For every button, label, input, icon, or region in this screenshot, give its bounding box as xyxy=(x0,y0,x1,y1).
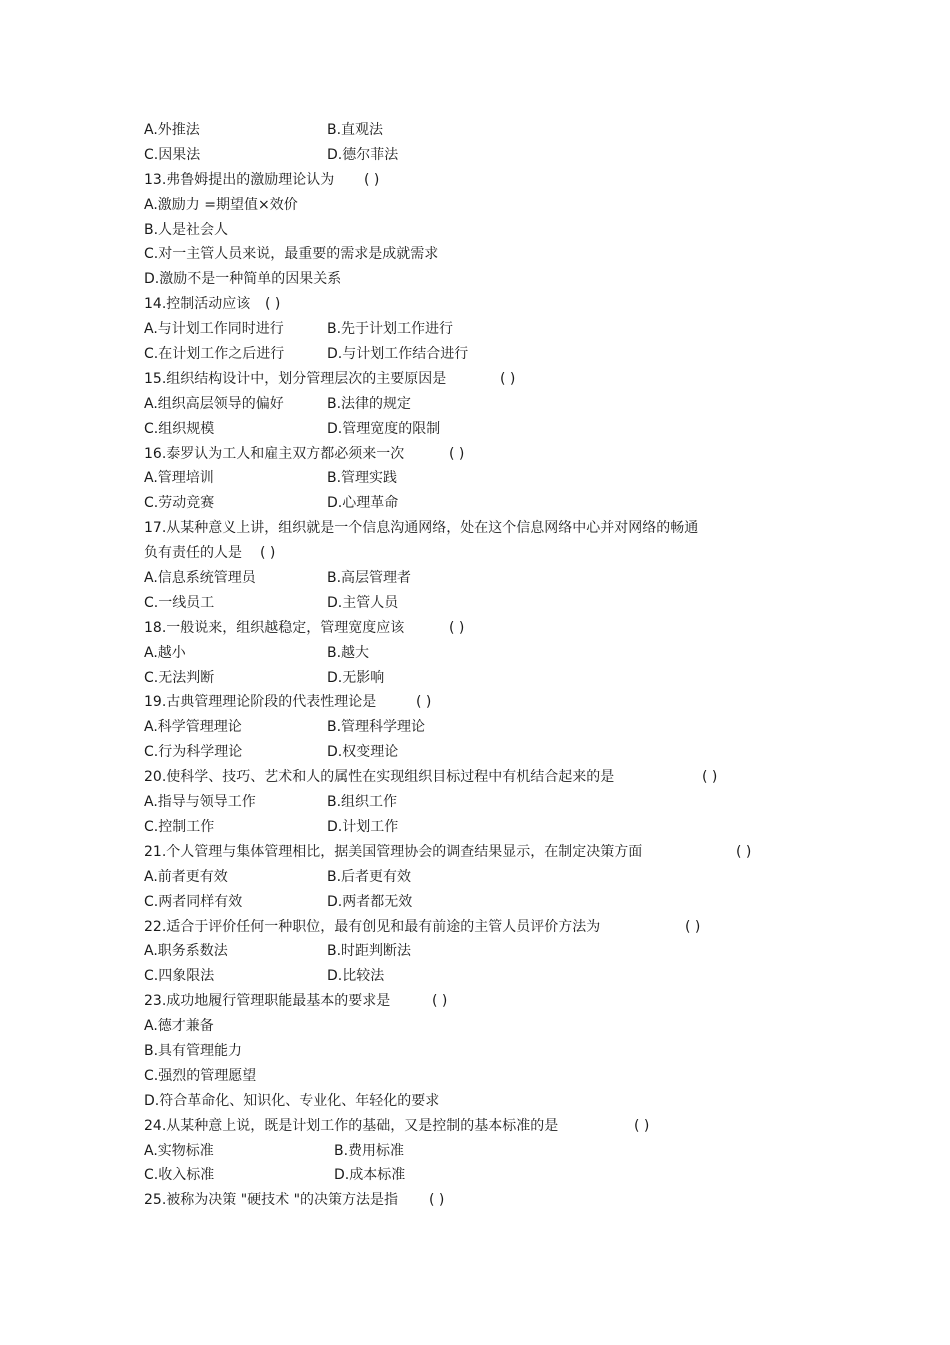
option-text: B.高层管理者 xyxy=(327,570,412,587)
question-line xyxy=(144,367,844,392)
option-row xyxy=(144,815,844,840)
option-text: D.两者都无效 xyxy=(327,893,413,910)
option-text: D.无影响 xyxy=(327,669,385,686)
question-line xyxy=(144,915,844,940)
option-text: C.一线员工 xyxy=(144,594,215,611)
text-line: B.人是社会人 xyxy=(144,221,229,238)
question-line xyxy=(144,616,844,641)
option-row xyxy=(144,1163,844,1188)
option-text: C.控制工作 xyxy=(144,818,215,835)
option-text: A.科学管理理论 xyxy=(144,719,242,736)
text-line: D.激励不是一种简单的因果关系 xyxy=(144,271,342,288)
option-text: B.费用标准 xyxy=(334,1142,405,1159)
answer-blank: ( ) xyxy=(449,445,465,462)
option-text: C.行为科学理论 xyxy=(144,744,243,761)
question-text: 21.个人管理与集体管理相比，据美国管理协会的调查结果显示，在制定决策方面 xyxy=(144,843,643,860)
answer-blank: ( ) xyxy=(416,694,432,711)
option-text: C.因果法 xyxy=(144,146,201,163)
option-text: D.计划工作 xyxy=(327,818,399,835)
option-text: A.前者更有效 xyxy=(144,868,228,885)
option-text: A.越小 xyxy=(144,644,186,661)
option-row xyxy=(144,491,844,516)
question-text: 14.控制活动应该 xyxy=(144,296,251,313)
option-text: D.德尔菲法 xyxy=(327,146,399,163)
text-line: A.德才兼备 xyxy=(144,1018,214,1035)
text-line: C.对一主管人员来说，最重要的需求是成就需求 xyxy=(144,246,439,263)
option-row xyxy=(144,566,844,591)
option-text: B.管理科学理论 xyxy=(327,719,426,736)
option-text: B.后者更有效 xyxy=(327,868,412,885)
question-text: 19.古典管理理论阶段的代表性理论是 xyxy=(144,694,377,711)
option-row xyxy=(144,417,844,442)
option-text: A.与计划工作同时进行 xyxy=(144,321,284,338)
option-text: A.信息系统管理员 xyxy=(144,570,256,587)
option-row xyxy=(144,591,844,616)
option-row xyxy=(144,790,844,815)
option-row xyxy=(144,143,844,168)
text-line: A.激励力 =期望值×效价 xyxy=(144,196,298,213)
question-line xyxy=(144,442,844,467)
question-line xyxy=(144,292,844,317)
option-text: A.职务系数法 xyxy=(144,943,228,960)
answer-blank: ( ) xyxy=(685,918,701,935)
option-text: C.劳动竞赛 xyxy=(144,495,215,512)
question-line xyxy=(144,989,844,1014)
option-text: B.时距判断法 xyxy=(327,943,412,960)
option-text: D.权变理论 xyxy=(327,744,399,761)
option-text: A.实物标准 xyxy=(144,1142,214,1159)
question-line xyxy=(144,1114,844,1139)
option-text: A.外推法 xyxy=(144,122,200,138)
option-text: D.成本标准 xyxy=(334,1167,406,1184)
option-row xyxy=(144,964,844,989)
answer-blank: ( ) xyxy=(432,993,448,1010)
question-text: 15.组织结构设计中，划分管理层次的主要原因是 xyxy=(144,370,447,387)
answer-blank: ( ) xyxy=(736,843,752,860)
option-text: B.先于计划工作进行 xyxy=(327,321,454,338)
answer-blank: ( ) xyxy=(429,1192,445,1209)
option-row xyxy=(144,342,844,367)
option-text: A.组织高层领导的偏好 xyxy=(144,395,284,412)
option-text: B.直观法 xyxy=(327,122,384,138)
question-text: 23.成功地履行管理职能最基本的要求是 xyxy=(144,993,391,1010)
option-text: D.心理革命 xyxy=(327,495,399,512)
answer-blank: ( ) xyxy=(364,171,380,188)
question-text: 24.从某种意上说，既是计划工作的基础，又是控制的基本标准的是 xyxy=(144,1117,559,1134)
option-row xyxy=(144,666,844,691)
option-row xyxy=(144,740,844,765)
option-text: A.管理培训 xyxy=(144,470,214,487)
answer-blank: ( ) xyxy=(449,619,465,636)
option-text: D.管理宽度的限制 xyxy=(327,420,441,437)
answer-blank: ( ) xyxy=(634,1117,650,1134)
answer-blank: ( ) xyxy=(500,370,516,387)
option-text: B.越大 xyxy=(327,644,370,661)
option-row xyxy=(144,118,844,143)
option-row xyxy=(144,890,844,915)
question-line xyxy=(144,1188,844,1213)
question-text: 22.适合于评价任何一种职位，最有创见和最有前途的主管人员评价方法为 xyxy=(144,918,601,935)
text-line: 17.从某种意义上讲，组织就是一个信息沟通网络，处在这个信息网络中心并对网络的畅通 xyxy=(144,520,699,537)
answer-blank: ( ) xyxy=(265,296,281,313)
option-row xyxy=(144,641,844,666)
option-text: C.收入标准 xyxy=(144,1167,215,1184)
option-text: D.主管人员 xyxy=(327,594,399,611)
option-text: C.组织规模 xyxy=(144,420,215,437)
question-line xyxy=(144,690,844,715)
option-row xyxy=(144,392,844,417)
answer-blank: ( ) xyxy=(702,769,718,786)
question-text: 18.一般说来，组织越稳定，管理宽度应该 xyxy=(144,619,405,636)
question-text: 20.使科学、技巧、艺术和人的属性在实现组织目标过程中有机结合起来的是 xyxy=(144,769,615,786)
exam-page xyxy=(144,118,844,1213)
question-line xyxy=(144,541,844,566)
option-text: C.四象限法 xyxy=(144,968,215,985)
question-text: 25.被称为决策 "硬技术 "的决策方法是指 xyxy=(144,1192,399,1209)
text-line: B.具有管理能力 xyxy=(144,1042,243,1059)
option-text: B.法律的规定 xyxy=(327,395,412,412)
option-row xyxy=(144,317,844,342)
question-line xyxy=(144,168,844,193)
option-text: C.无法判断 xyxy=(144,669,215,686)
option-row xyxy=(144,865,844,890)
answer-blank: ( ) xyxy=(260,545,276,562)
option-row xyxy=(144,466,844,491)
option-text: A.指导与领导工作 xyxy=(144,794,256,811)
question-text: 负有责任的人是 xyxy=(144,545,242,562)
option-text: C.两者同样有效 xyxy=(144,893,243,910)
text-line: C.强烈的管理愿望 xyxy=(144,1067,257,1084)
question-text: 16.泰罗认为工人和雇主双方都必须来一次 xyxy=(144,445,405,462)
option-text: D.与计划工作结合进行 xyxy=(327,346,469,363)
question-line xyxy=(144,840,844,865)
option-text: B.组织工作 xyxy=(327,794,398,811)
option-row xyxy=(144,1139,844,1164)
question-line xyxy=(144,765,844,790)
option-text: B.管理实践 xyxy=(327,470,398,487)
question-text: 13.弗鲁姆提出的激励理论认为 xyxy=(144,171,335,188)
option-row xyxy=(144,939,844,964)
option-text: C.在计划工作之后进行 xyxy=(144,346,285,363)
option-row xyxy=(144,715,844,740)
text-line: D.符合革命化、知识化、专业化、年轻化的要求 xyxy=(144,1092,440,1109)
option-text: D.比较法 xyxy=(327,968,385,985)
